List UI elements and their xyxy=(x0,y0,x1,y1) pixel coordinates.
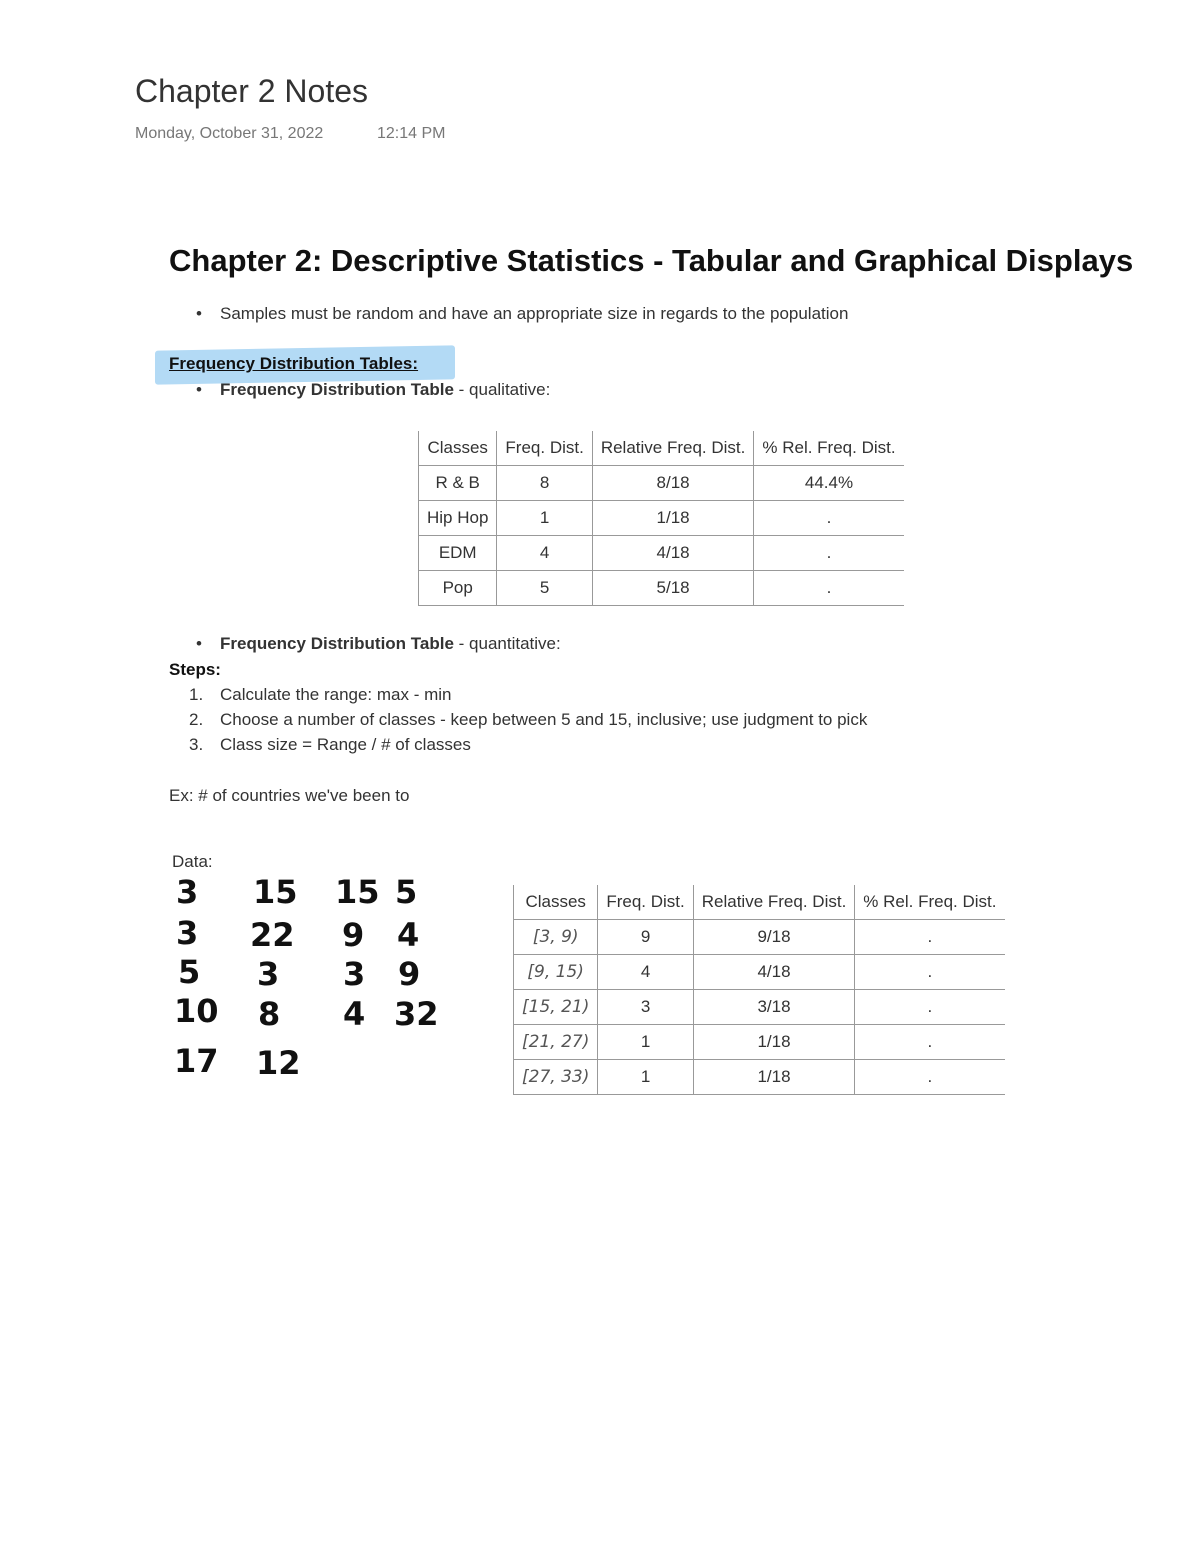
step-text: Choose a number of classes - keep between 5 and 15, inclusive; use judgment to pick xyxy=(220,710,868,729)
table-cell: 44.4% xyxy=(754,466,904,501)
step-number: 1. xyxy=(189,685,204,704)
quantitative-bullet-rest: - quantitative: xyxy=(453,634,561,653)
data-value: 15 xyxy=(335,873,380,911)
section-label: Frequency Distribution Tables: xyxy=(169,354,419,373)
data-value: 12 xyxy=(256,1044,301,1082)
steps-label: Steps: xyxy=(169,660,221,679)
table-header: Relative Freq. Dist. xyxy=(592,431,754,466)
data-value: 3 xyxy=(176,914,199,952)
data-value: 5 xyxy=(178,953,201,991)
bullet-icon: • xyxy=(196,634,202,653)
data-value: 4 xyxy=(397,916,420,954)
table-cell: . xyxy=(855,920,1005,955)
data-label: Data: xyxy=(172,852,213,871)
qualitative-bullet-bold: Frequency Distribution Table xyxy=(220,380,454,399)
data-value: 32 xyxy=(394,995,439,1033)
table-cell: 1 xyxy=(598,1025,693,1060)
data-value: 9 xyxy=(398,955,421,993)
table-cell: 9 xyxy=(598,920,693,955)
table-row xyxy=(514,1025,1005,1060)
example-line: Ex: # of countries we've been to xyxy=(169,786,410,805)
table-header: % Rel. Freq. Dist. xyxy=(855,885,1005,920)
table-row xyxy=(419,501,904,536)
table-cell: 8/18 xyxy=(592,466,754,501)
page-title: Chapter 2 Notes xyxy=(135,73,369,109)
table-header-row xyxy=(419,431,904,466)
intro-bullet xyxy=(196,304,849,324)
table-header: Classes xyxy=(514,885,598,920)
table-cell: 4 xyxy=(598,955,693,990)
table-row xyxy=(419,536,904,571)
data-value: 17 xyxy=(174,1042,219,1080)
data-value: 8 xyxy=(258,995,281,1033)
table-cell: . xyxy=(754,571,904,606)
step-number: 3. xyxy=(189,735,204,754)
quantitative-bullet xyxy=(196,634,561,654)
data-value: 15 xyxy=(253,873,298,911)
data-value: 22 xyxy=(250,916,295,954)
class-frequency-table xyxy=(513,885,1005,1095)
table-header: Freq. Dist. xyxy=(598,885,693,920)
table-cell: EDM xyxy=(419,536,497,571)
table-cell: 3/18 xyxy=(693,990,855,1025)
table-cell: . xyxy=(855,990,1005,1025)
data-value: 3 xyxy=(343,955,366,993)
table-cell: . xyxy=(754,501,904,536)
step-text: Calculate the range: max - min xyxy=(220,685,452,704)
qualitative-bullet xyxy=(196,380,551,400)
table-cell: 4/18 xyxy=(693,955,855,990)
step-item xyxy=(189,735,471,755)
table-row xyxy=(514,1060,1005,1095)
table-cell: 1 xyxy=(497,501,592,536)
table-cell: [9, 15) xyxy=(514,955,598,990)
table-cell: [27, 33) xyxy=(514,1060,598,1095)
table-cell: [15, 21) xyxy=(514,990,598,1025)
bullet-icon: • xyxy=(196,380,202,399)
table-header: Classes xyxy=(419,431,497,466)
intro-bullet-text: Samples must be random and have an appropriate size in regards to the population xyxy=(220,304,849,323)
data-value: 4 xyxy=(343,995,366,1033)
bullet-icon: • xyxy=(196,304,202,323)
data-value: 5 xyxy=(395,873,418,911)
table-cell: 3 xyxy=(598,990,693,1025)
data-value: 3 xyxy=(176,873,199,911)
step-item xyxy=(189,710,868,730)
table-cell: 9/18 xyxy=(693,920,855,955)
table-cell: [21, 27) xyxy=(514,1025,598,1060)
table-header: Freq. Dist. xyxy=(497,431,592,466)
page-time: 12:14 PM xyxy=(377,125,446,142)
table-cell: 1 xyxy=(598,1060,693,1095)
table-row xyxy=(419,571,904,606)
table-row xyxy=(514,920,1005,955)
data-value: 3 xyxy=(257,955,280,993)
qualitative-bullet-rest: - qualitative: xyxy=(453,380,551,399)
step-text: Class size = Range / # of classes xyxy=(220,735,471,754)
table-cell: 4/18 xyxy=(592,536,754,571)
table-cell: 5 xyxy=(497,571,592,606)
table-cell: . xyxy=(855,1060,1005,1095)
table-cell: [3, 9) xyxy=(514,920,598,955)
table-cell: 4 xyxy=(497,536,592,571)
table-cell: 5/18 xyxy=(592,571,754,606)
table-cell: . xyxy=(754,536,904,571)
table-cell: Pop xyxy=(419,571,497,606)
table-row xyxy=(514,990,1005,1025)
table-cell: 1/18 xyxy=(592,501,754,536)
chapter-heading: Chapter 2: Descriptive Statistics - Tabular and Graphical Displays xyxy=(169,243,1134,278)
table-cell: Hip Hop xyxy=(419,501,497,536)
quantitative-bullet-bold: Frequency Distribution Table xyxy=(220,634,454,653)
qualitative-table xyxy=(418,431,904,606)
table-header: % Rel. Freq. Dist. xyxy=(754,431,904,466)
table-header: Relative Freq. Dist. xyxy=(693,885,855,920)
data-value: 9 xyxy=(342,916,365,954)
table-row xyxy=(419,466,904,501)
table-header-row xyxy=(514,885,1005,920)
data-value: 10 xyxy=(174,992,219,1030)
step-item xyxy=(189,685,452,705)
table-cell: 1/18 xyxy=(693,1025,855,1060)
step-number: 2. xyxy=(189,710,204,729)
table-row xyxy=(514,955,1005,990)
page-date: Monday, October 31, 2022 xyxy=(135,125,324,142)
table-cell: 8 xyxy=(497,466,592,501)
table-cell: . xyxy=(855,955,1005,990)
table-cell: 1/18 xyxy=(693,1060,855,1095)
table-cell: . xyxy=(855,1025,1005,1060)
table-cell: R & B xyxy=(419,466,497,501)
